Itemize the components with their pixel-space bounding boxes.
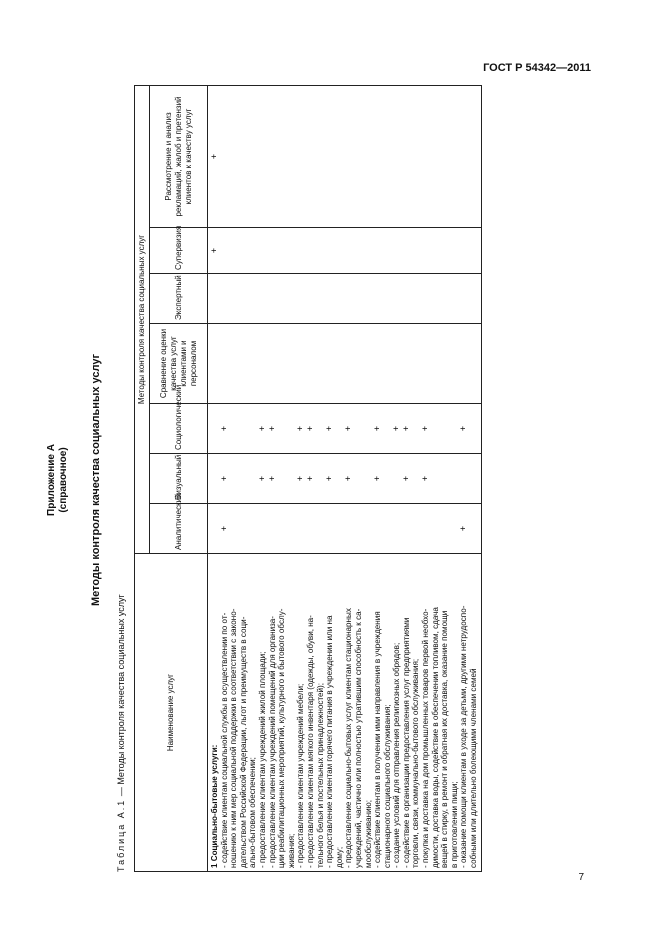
- method-mark: [402, 277, 412, 320]
- appendix-heading: [46, 80, 70, 880]
- service-line: вещей в стирку, в ремонт и обратная их доставка, оказание помощи: [440, 610, 450, 868]
- method-mark: +: [256, 425, 267, 432]
- service-line: ально-бытовом обеспечении;: [248, 757, 258, 868]
- method-mark: [383, 277, 393, 320]
- method-mark: [239, 277, 249, 320]
- method-mark: [316, 231, 326, 270]
- service-line: - предоставление клиентам учреждений помещений для организа-: [267, 615, 277, 868]
- method-mark: [431, 327, 441, 400]
- service-line: ции реабилитационных мероприятий, культурного и бытового обслу-: [277, 608, 287, 868]
- service-line: ношению к ним мер социальной поддержки в соответствии с законо-: [229, 608, 239, 868]
- method-mark: [421, 277, 431, 320]
- method-mark: [354, 89, 364, 224]
- method-mark: +: [209, 247, 219, 254]
- method-mark: [287, 231, 297, 270]
- method-mark: +: [218, 475, 229, 482]
- rotated-content: [40, 80, 560, 880]
- method-mark: +: [343, 475, 354, 482]
- method-mark: [411, 327, 421, 400]
- method-mark: [450, 327, 460, 400]
- table-body-row: [208, 85, 482, 871]
- method-mark: [248, 231, 258, 270]
- method-mark: [373, 277, 383, 320]
- method-mark: [335, 327, 345, 400]
- method-mark: +: [304, 475, 315, 482]
- header-col-complaints: Рассмотрение и анализ рекламаций, жалоб и претензий клиентов к качеству услуг: [150, 85, 208, 227]
- service-line: стационарного социального обслуживания;: [382, 704, 392, 868]
- method-mark: [431, 457, 441, 500]
- method-mark: [306, 277, 316, 320]
- marks-col-visual: [208, 454, 482, 504]
- method-mark: [411, 89, 421, 224]
- method-mark: [239, 507, 249, 550]
- method-mark: +: [372, 475, 383, 482]
- service-line: димости, доставка воды, содействие в обеспечении топливом, сдача: [430, 607, 440, 868]
- service-line: - предоставление клиентам учреждений мебели;: [296, 683, 306, 868]
- method-mark: [373, 507, 383, 550]
- methods-table: [134, 85, 482, 872]
- method-mark: [258, 507, 268, 550]
- header-service-name: Наименование услуг: [135, 554, 208, 872]
- method-mark: [258, 277, 268, 320]
- method-mark: [229, 327, 239, 400]
- service-line: - предоставление клиентам горячего питания в учреждении или на: [325, 615, 335, 868]
- method-mark: [344, 327, 354, 400]
- method-mark: [364, 327, 374, 400]
- method-mark: [287, 507, 297, 550]
- method-mark: [287, 327, 297, 400]
- main-title: Методы контроля качества социальных услуг: [90, 353, 102, 607]
- service-line: - содействие клиентам в получении ими направления в учреждения: [373, 611, 383, 868]
- method-mark: [354, 507, 364, 550]
- method-mark: [220, 231, 230, 270]
- method-mark: [440, 507, 450, 550]
- method-mark: [431, 277, 441, 320]
- header-col-visual: Визуальный: [150, 454, 208, 504]
- method-mark: [344, 231, 354, 270]
- header-methods-group: Методы контроля качества социальных услуг: [135, 85, 150, 553]
- method-mark: [469, 327, 479, 400]
- method-mark: [220, 89, 230, 224]
- method-mark: [268, 231, 278, 270]
- service-line: собными или длительно болеющими членами семей: [469, 668, 479, 868]
- service-line: дому;: [334, 846, 344, 868]
- method-mark: +: [420, 475, 431, 482]
- method-mark: [383, 89, 393, 224]
- method-mark: +: [400, 425, 411, 432]
- marks-col-complaints: [208, 85, 482, 227]
- method-mark: +: [458, 425, 469, 432]
- method-mark: [239, 407, 249, 450]
- method-mark: [459, 89, 469, 224]
- method-mark: [450, 457, 460, 500]
- method-mark: [277, 231, 287, 270]
- method-mark: +: [266, 425, 277, 432]
- service-line: учреждений, частично или полностью утратившим способность к са-: [353, 608, 363, 868]
- method-mark: +: [324, 475, 335, 482]
- method-mark: [354, 457, 364, 500]
- method-mark: [364, 89, 374, 224]
- method-mark: [469, 89, 479, 224]
- method-mark: [239, 457, 249, 500]
- method-mark: [325, 89, 335, 224]
- method-mark: [210, 327, 220, 400]
- method-mark: [402, 89, 412, 224]
- service-line: - предоставление клиентам мягкого инвентаря (одежды, обуви, на-: [305, 615, 315, 868]
- method-mark: +: [400, 475, 411, 482]
- method-mark: +: [256, 475, 267, 482]
- method-mark: [296, 89, 306, 224]
- method-mark: [354, 407, 364, 450]
- service-line: - предоставление социально-бытовых услуг клиентам стационарных: [344, 608, 354, 868]
- service-line: - покупка и доставка на дом промышленных товаров первой необхо-: [421, 608, 431, 868]
- method-mark: [450, 277, 460, 320]
- method-mark: [306, 507, 316, 550]
- service-line: - создание условий для отправления религиозных обрядов;: [392, 642, 402, 868]
- service-group-heading: 1 Социально-бытовые услуги:: [210, 744, 219, 868]
- method-mark: [459, 277, 469, 320]
- appendix-title: Приложение А: [46, 444, 57, 516]
- method-mark: [383, 231, 393, 270]
- method-mark: [258, 327, 268, 400]
- method-mark: [411, 507, 421, 550]
- method-mark: [239, 89, 249, 224]
- marks-col-analytical: [208, 504, 482, 554]
- method-mark: [229, 457, 239, 500]
- method-mark: [383, 457, 393, 500]
- method-mark: [296, 327, 306, 400]
- method-mark: [306, 231, 316, 270]
- document-header-code: ГОСТ Р 54342—2011: [483, 62, 591, 74]
- method-mark: [459, 231, 469, 270]
- marks-col-comparison: [208, 324, 482, 404]
- service-line: - содействие клиентам социальной службы в осуществлении по от-: [219, 612, 229, 868]
- method-mark: [392, 277, 402, 320]
- method-mark: [335, 507, 345, 550]
- method-mark: [316, 89, 326, 224]
- method-mark: [229, 231, 239, 270]
- table-caption: [116, 594, 126, 872]
- method-mark: [402, 507, 412, 550]
- method-mark: [469, 457, 479, 500]
- method-mark: [316, 507, 326, 550]
- method-mark: [459, 327, 469, 400]
- method-mark: [469, 407, 479, 450]
- service-line: живания;: [286, 833, 296, 868]
- method-mark: [210, 277, 220, 320]
- method-mark: +: [218, 425, 229, 432]
- method-mark: +: [209, 153, 219, 160]
- method-mark: [316, 327, 326, 400]
- method-mark: [431, 507, 441, 550]
- service-line: торговли, связи, коммунально-бытового обслуживания;: [411, 658, 421, 868]
- method-mark: [277, 457, 287, 500]
- method-mark: [431, 231, 441, 270]
- method-mark: [344, 89, 354, 224]
- header-col-sociological: Социологический: [150, 404, 208, 454]
- service-line: в приготовлении пищи;: [449, 781, 459, 868]
- method-mark: [402, 327, 412, 400]
- method-mark: [229, 407, 239, 450]
- method-mark: [383, 327, 393, 400]
- method-mark: +: [324, 425, 335, 432]
- method-mark: [440, 407, 450, 450]
- table-header-row-1: [135, 85, 150, 871]
- method-mark: +: [372, 425, 383, 432]
- method-mark: [258, 231, 268, 270]
- method-mark: +: [266, 475, 277, 482]
- method-mark: [296, 507, 306, 550]
- header-col-analytical: Аналитический: [150, 504, 208, 554]
- method-mark: [440, 457, 450, 500]
- method-mark: [287, 277, 297, 320]
- marks-col-sociological: [208, 404, 482, 454]
- method-mark: [373, 327, 383, 400]
- method-mark: [392, 89, 402, 224]
- method-mark: [431, 89, 441, 224]
- method-mark: [277, 89, 287, 224]
- method-mark: [277, 277, 287, 320]
- method-mark: [268, 507, 278, 550]
- service-line: мообслуживанию;: [363, 800, 373, 868]
- method-mark: [277, 407, 287, 450]
- method-mark: +: [458, 525, 469, 532]
- services-list-cell: [208, 554, 482, 872]
- service-line: - оказание помощи клиентам в уходе за детьми, другими нетрудоспо-: [459, 605, 469, 868]
- marks-col-supervision: [208, 228, 482, 274]
- method-mark: [383, 507, 393, 550]
- method-mark: [220, 277, 230, 320]
- method-mark: [268, 327, 278, 400]
- method-mark: [239, 231, 249, 270]
- method-mark: [306, 327, 316, 400]
- service-line: - предоставление клиентам учреждений жилой площади;: [257, 651, 267, 868]
- method-mark: +: [218, 525, 229, 532]
- method-mark: [325, 327, 335, 400]
- method-mark: [354, 231, 364, 270]
- method-mark: [459, 457, 469, 500]
- method-mark: [450, 89, 460, 224]
- method-mark: [277, 327, 287, 400]
- method-mark: [440, 327, 450, 400]
- method-mark: [229, 277, 239, 320]
- method-mark: [248, 327, 258, 400]
- method-mark: [344, 507, 354, 550]
- method-mark: [316, 277, 326, 320]
- method-mark: [325, 231, 335, 270]
- method-mark: [364, 231, 374, 270]
- method-mark: [268, 277, 278, 320]
- method-mark: [248, 277, 258, 320]
- method-mark: [258, 89, 268, 224]
- method-mark: [440, 277, 450, 320]
- method-mark: [239, 327, 249, 400]
- method-mark: [373, 89, 383, 224]
- method-mark: [287, 89, 297, 224]
- method-mark: [469, 277, 479, 320]
- method-mark: +: [304, 425, 315, 432]
- method-mark: [440, 89, 450, 224]
- service-line: дательством Российской Федерации, льгот и преимуществ в соци-: [238, 616, 248, 868]
- method-mark: +: [391, 425, 402, 432]
- header-col-expert: Экспертный: [150, 274, 208, 324]
- method-mark: [325, 507, 335, 550]
- method-mark: [335, 231, 345, 270]
- method-mark: [354, 327, 364, 400]
- table-caption-label: Таблица А.1: [116, 798, 126, 872]
- page-number: 7: [578, 872, 584, 883]
- method-mark: [296, 277, 306, 320]
- method-mark: +: [295, 475, 306, 482]
- method-mark: [421, 507, 431, 550]
- method-mark: [364, 507, 374, 550]
- method-mark: [421, 327, 431, 400]
- table-caption-text: — Методы контроля качества социальных услуг: [116, 594, 126, 799]
- method-mark: +: [295, 425, 306, 432]
- method-mark: +: [343, 425, 354, 432]
- method-mark: [392, 327, 402, 400]
- method-mark: [421, 89, 431, 224]
- method-mark: [296, 231, 306, 270]
- header-col-supervision: Супервизия: [150, 228, 208, 274]
- method-mark: +: [420, 425, 431, 432]
- service-line: - содействие в организации предоставления услуг предприятиями: [401, 617, 411, 868]
- marks-col-expert: [208, 274, 482, 324]
- method-mark: [450, 231, 460, 270]
- method-mark: [440, 231, 450, 270]
- method-mark: [335, 89, 345, 224]
- method-mark: [335, 277, 345, 320]
- method-mark: [344, 277, 354, 320]
- method-mark: [402, 231, 412, 270]
- method-mark: [373, 231, 383, 270]
- method-mark: [411, 231, 421, 270]
- method-mark: [229, 89, 239, 224]
- method-mark: [248, 89, 258, 224]
- method-mark: [325, 277, 335, 320]
- method-mark: [411, 277, 421, 320]
- method-mark: [392, 231, 402, 270]
- method-mark: [364, 277, 374, 320]
- method-mark: [220, 327, 230, 400]
- method-mark: [354, 277, 364, 320]
- method-mark: [306, 89, 316, 224]
- method-mark: [248, 507, 258, 550]
- method-mark: [229, 507, 239, 550]
- method-mark: [392, 507, 402, 550]
- method-mark: [431, 407, 441, 450]
- method-mark: [277, 507, 287, 550]
- method-mark: [469, 231, 479, 270]
- appendix-subtitle: (справочное): [58, 447, 69, 513]
- method-mark: [469, 507, 479, 550]
- service-line: тельного белья и постельных принадлежностей);: [315, 683, 325, 868]
- method-mark: [268, 89, 278, 224]
- header-col-comparison: Сравнение оценки качества услуг клиентами и персоналом: [150, 324, 208, 404]
- method-mark: [421, 231, 431, 270]
